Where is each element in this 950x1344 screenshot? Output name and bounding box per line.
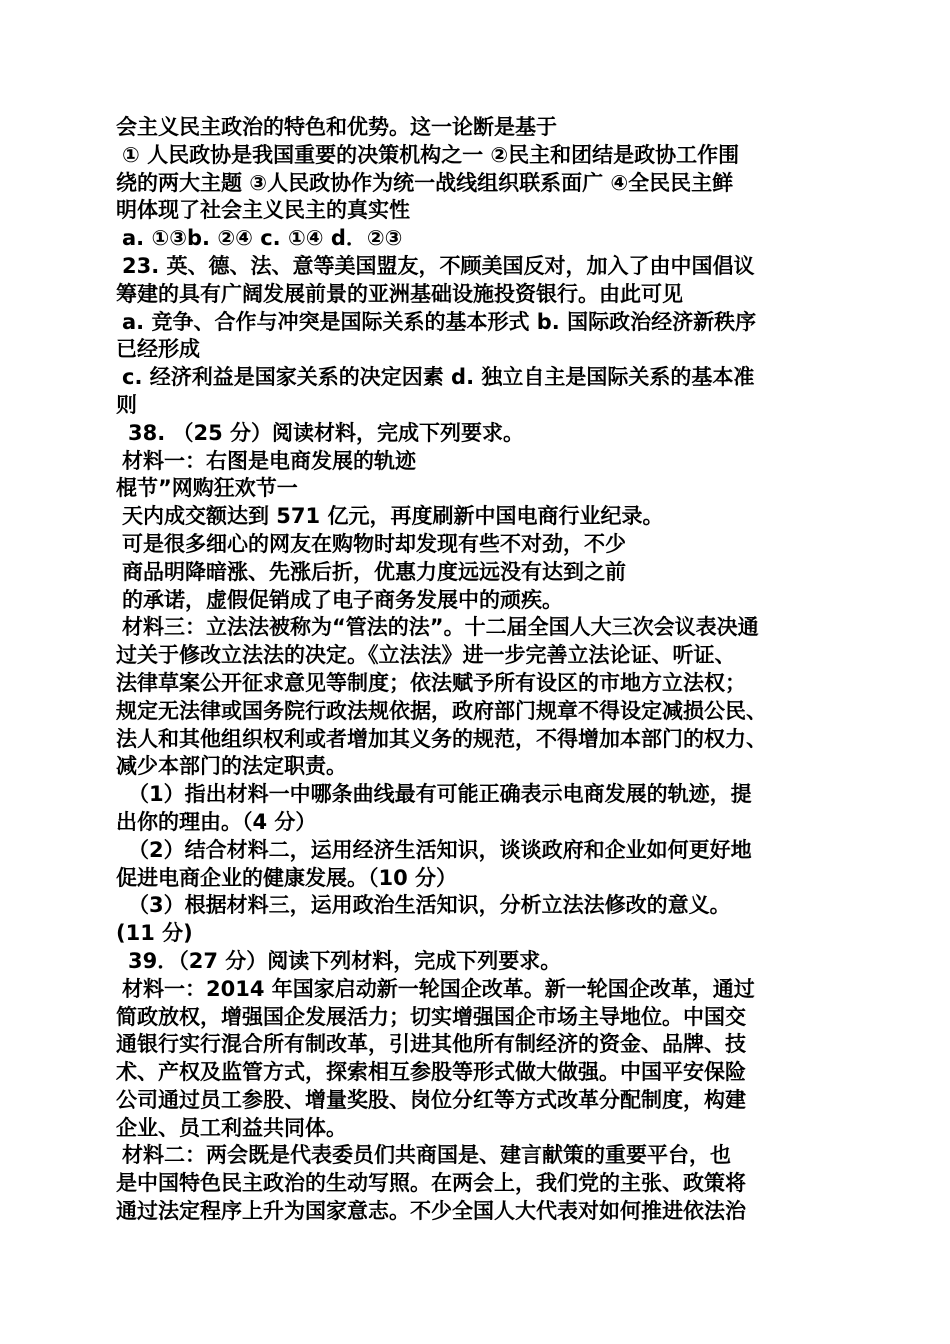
text-line: 简政放权，增强国企发展活力；切实增强国企市场主导地位。中国交: [116, 1004, 746, 1029]
text-line: 过关于修改立法法的决定。《立法法》进一步完善立法论证、听证、: [116, 643, 736, 668]
text-line: 会主义民主政治的特色和优势。这一论断是基于: [116, 115, 557, 139]
text-line: （1）指出材料一中哪条曲线最有可能正确表示电商发展的轨迹，提: [128, 782, 752, 807]
text-line: 23. 英、德、法、意等美国盟友，不顾美国反对，加入了由中国倡议: [122, 253, 755, 278]
text-line: 法律草案公开征求意见等制度；依法赋予所有设区的市地方立法权；: [116, 670, 746, 695]
text-line: a. 竞争、合作与冲突是国际关系的基本形式 b. 国际政治经济新秩序: [122, 309, 757, 334]
text-line: 已经形成: [116, 337, 200, 362]
text-line: 是中国特色民主政治的生动写照。在两会上，我们党的主张、政策将: [116, 1171, 746, 1196]
text-line: 减少本部门的法定职责。: [116, 754, 347, 779]
text-line: 的承诺，虚假促销成了电子商务发展中的顽疾。: [122, 587, 563, 612]
text-line: 公司通过员工参股、增量奖股、岗位分红等方式改革分配制度，构建: [116, 1087, 746, 1112]
text-line: 筹建的具有广阔发展前景的亚洲基础设施投资银行。由此可见: [116, 281, 683, 306]
text-line: 材料二：两会既是代表委员们共商国是、建言献策的重要平台，也: [122, 1143, 731, 1168]
text-line: 38. （25 分）阅读材料，完成下列要求。: [128, 420, 525, 445]
text-line: a. ①③b. ②④ c. ①④ d．②③: [122, 226, 403, 251]
text-line: 棍节”网购狂欢节一: [116, 476, 298, 501]
text-line: 出你的理由。（4 分）: [116, 809, 317, 834]
text-line: 通银行实行混合所有制改革，引进其他所有制经济的资金、品牌、技: [116, 1032, 746, 1057]
text-line: 术、产权及监管方式，探索相互参股等形式做大做强。中国平安保险: [116, 1060, 746, 1085]
text-line: 材料三：立法法被称为“管法的法”。十二届全国人大三次会议表决通: [122, 615, 759, 640]
text-line: 明体现了社会主义民主的真实性: [116, 198, 410, 223]
text-line: ① 人民政协是我国重要的决策机构之一 ②民主和团结是政协工作围: [122, 142, 740, 167]
text-line: 39．（27 分）阅读下列材料，完成下列要求。: [128, 948, 562, 973]
text-line: （2）结合材料二，运用经济生活知识，谈谈政府和企业如何更好地: [128, 837, 752, 862]
text-line: c. 经济利益是国家关系的决定因素 d. 独立自主是国际关系的基本准: [122, 365, 755, 390]
text-line: 材料一：右图是电商发展的轨迹: [122, 448, 416, 473]
text-line: 促进电商企业的健康发展。（10 分）: [116, 865, 458, 890]
text-line: 企业、员工利益共同体。: [116, 1115, 347, 1140]
text-line: 商品明降暗涨、先涨后折，优惠力度远远没有达到之前: [122, 559, 626, 584]
text-line: 法人和其他组织权利或者增加其义务的规范，不得增加本部门的权力、: [116, 726, 767, 751]
text-line: 天内成交额达到 571 亿元，再度刷新中国电商行业纪录。: [122, 504, 664, 529]
text-line: 可是很多细心的网友在购物时却发现有些不对劲，不少: [122, 531, 626, 556]
text-line: 则: [116, 392, 137, 417]
text-line: 绕的两大主题 ③人民政协作为统一战线组织联系面广 ④全民民主鲜: [116, 170, 734, 195]
text-line: （3）根据材料三，运用政治生活知识，分析立法法修改的意义。: [128, 893, 731, 918]
text-line: 材料一：2014 年国家启动新一轮国企改革。新一轮国企改革，通过: [122, 976, 755, 1001]
text-line: 规定无法律或国务院行政法规依据，政府部门规章不得设定减损公民、: [116, 698, 767, 723]
text-line: 通过法定程序上升为国家意志。不少全国人大代表对如何推进依法治: [116, 1199, 746, 1224]
document-body: [116, 114, 852, 1226]
text-line: (11 分): [116, 921, 193, 946]
